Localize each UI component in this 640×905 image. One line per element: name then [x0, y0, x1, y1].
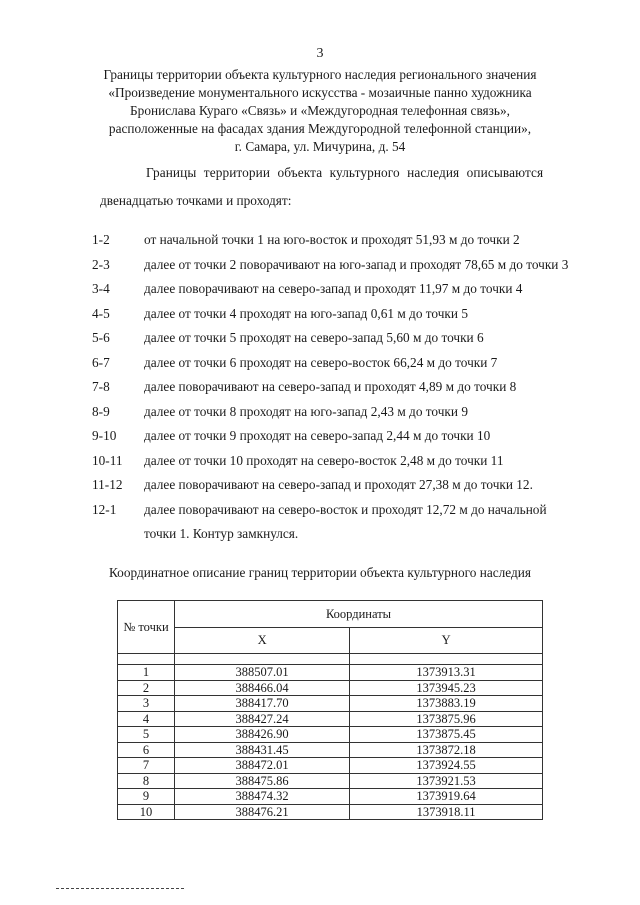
segment-text: далее от точки 5 проходят на северо-запад 5,60 м до точки 6: [144, 330, 484, 345]
cell-x: 388466.04: [175, 680, 350, 696]
segment-text: далее от точки 4 проходят на юго-запад 0,61 м до точки 5: [144, 305, 468, 321]
cell-x: 388431.45: [175, 742, 350, 758]
cell-y: 1373875.96: [350, 711, 543, 727]
segment-item: [92, 475, 572, 500]
title-line: Бронислава Кураго «Связь» и «Междугородная телефонная связь»,: [130, 103, 510, 118]
segment-text: далее от точки 2 поворачивают на юго-запад и проходят 78,65 м до точки 3: [144, 256, 569, 272]
cell-y: 1373875.45: [350, 727, 543, 743]
page-number: 3: [316, 46, 324, 61]
segment-label: 2-3: [92, 256, 110, 272]
cell-y: 1373883.19: [350, 696, 543, 712]
cell-y: 1373924.55: [350, 758, 543, 774]
cell-point: 5: [118, 727, 175, 743]
table-row: [118, 758, 543, 774]
title-line: Границы территории объекта культурного наследия регионального значения: [103, 67, 537, 82]
cell-point: 4: [118, 711, 175, 727]
segment-label: 8-9: [92, 403, 110, 419]
segment-item: [92, 255, 572, 280]
segment-label: 5-6: [92, 330, 110, 345]
title-line: расположенные на фасадах здания Междугородной телефонной станции»,: [108, 121, 532, 136]
cell-point: 9: [118, 789, 175, 805]
intro-paragraph-line2: двенадцатью точками и проходят:: [100, 193, 292, 208]
segment-item: [92, 500, 572, 546]
segment-item: [92, 279, 572, 304]
cell-y: 1373913.31: [350, 665, 543, 681]
coordinates-table: [117, 600, 543, 820]
segment-text: от начальной точки 1 на юго-восток и проходят 51,93 м до точки 2: [144, 232, 520, 247]
segment-label: 6-7: [92, 354, 110, 370]
segment-label: 9-10: [92, 428, 117, 443]
segment-text: далее поворачивают на северо-запад и проходят 11,97 м до точки 4: [144, 281, 523, 296]
table-row: [118, 665, 543, 681]
cell-y: 1373945.23: [350, 680, 543, 696]
cell-y: 1373921.53: [350, 773, 543, 789]
table-row: [118, 696, 543, 712]
cell-point: 2: [118, 680, 175, 696]
table-row: [118, 804, 543, 820]
cell-point: 6: [118, 742, 175, 758]
segment-text: далее от точки 9 проходят на северо-запад 2,44 м до точки 10: [144, 428, 491, 443]
cell-y: 1373872.18: [350, 742, 543, 758]
cell-y: 1373918.11: [350, 804, 543, 820]
segment-label: 10-11: [92, 452, 123, 468]
footnote-separator: [56, 888, 184, 889]
segment-text: далее от точки 10 проходят на северо-восток 2,48 м до точки 11: [144, 452, 504, 468]
column-header-x: X: [175, 628, 350, 654]
cell-point: 7: [118, 758, 175, 774]
cell-point: 8: [118, 773, 175, 789]
table-row: [118, 789, 543, 805]
segment-item: [92, 304, 572, 329]
segment-label: 11-12: [92, 477, 123, 492]
cell-x: 388474.32: [175, 789, 350, 805]
segment-text: далее поворачивают на северо-восток и проходят 12,72 м до начальной точки 1. Контур замкнулся.: [144, 501, 547, 541]
table-caption: Координатное описание границ территории объекта культурного наследия: [108, 565, 532, 580]
segment-label: 4-5: [92, 305, 110, 321]
cell-x: 388472.01: [175, 758, 350, 774]
segment-label: 7-8: [92, 379, 110, 394]
segment-item: [92, 377, 572, 402]
cell-x: 388417.70: [175, 696, 350, 712]
segment-label: 12-1: [92, 501, 117, 517]
title-line: «Произведение монументального искусства - мозаичные панно художника: [108, 85, 532, 100]
column-header-point: № точки: [118, 601, 175, 654]
table-spacer-row: [118, 654, 543, 665]
segment-item: [92, 353, 572, 378]
intro-paragraph-line1: Границы территории объекта культурного наследия описываются: [146, 165, 544, 180]
cell-x: 388476.21: [175, 804, 350, 820]
segment-text: далее от точки 6 проходят на северо-восток 66,24 м до точки 7: [144, 354, 498, 370]
segment-text: далее от точки 8 проходят на юго-запад 2,43 м до точки 9: [144, 403, 468, 419]
table-row: [118, 742, 543, 758]
segment-text: далее поворачивают на северо-запад и проходят 27,38 м до точки 12.: [144, 477, 533, 492]
cell-x: 388427.24: [175, 711, 350, 727]
segment-item: [92, 426, 572, 451]
cell-point: 1: [118, 665, 175, 681]
table-row: [118, 727, 543, 743]
segment-item: [92, 230, 572, 255]
cell-x: 388426.90: [175, 727, 350, 743]
segment-item: [92, 402, 572, 427]
cell-point: 3: [118, 696, 175, 712]
table-row: [118, 773, 543, 789]
segment-item: [92, 328, 572, 353]
segment-text: далее поворачивают на северо-запад и проходят 4,89 м до точки 8: [144, 379, 517, 394]
column-header-y: Y: [350, 628, 543, 654]
table-row: [118, 711, 543, 727]
segment-label: 3-4: [92, 281, 110, 296]
table-row: [118, 680, 543, 696]
cell-point: 10: [118, 804, 175, 820]
segment-label: 1-2: [92, 232, 110, 247]
cell-y: 1373919.64: [350, 789, 543, 805]
cell-x: 388475.86: [175, 773, 350, 789]
cell-x: 388507.01: [175, 665, 350, 681]
document-title: [40, 66, 600, 156]
segment-item: [92, 451, 572, 476]
title-line: г. Самара, ул. Мичурина, д. 54: [234, 139, 406, 154]
column-header-coordinates: Координаты: [175, 601, 543, 628]
boundary-segment-list: [92, 230, 572, 546]
